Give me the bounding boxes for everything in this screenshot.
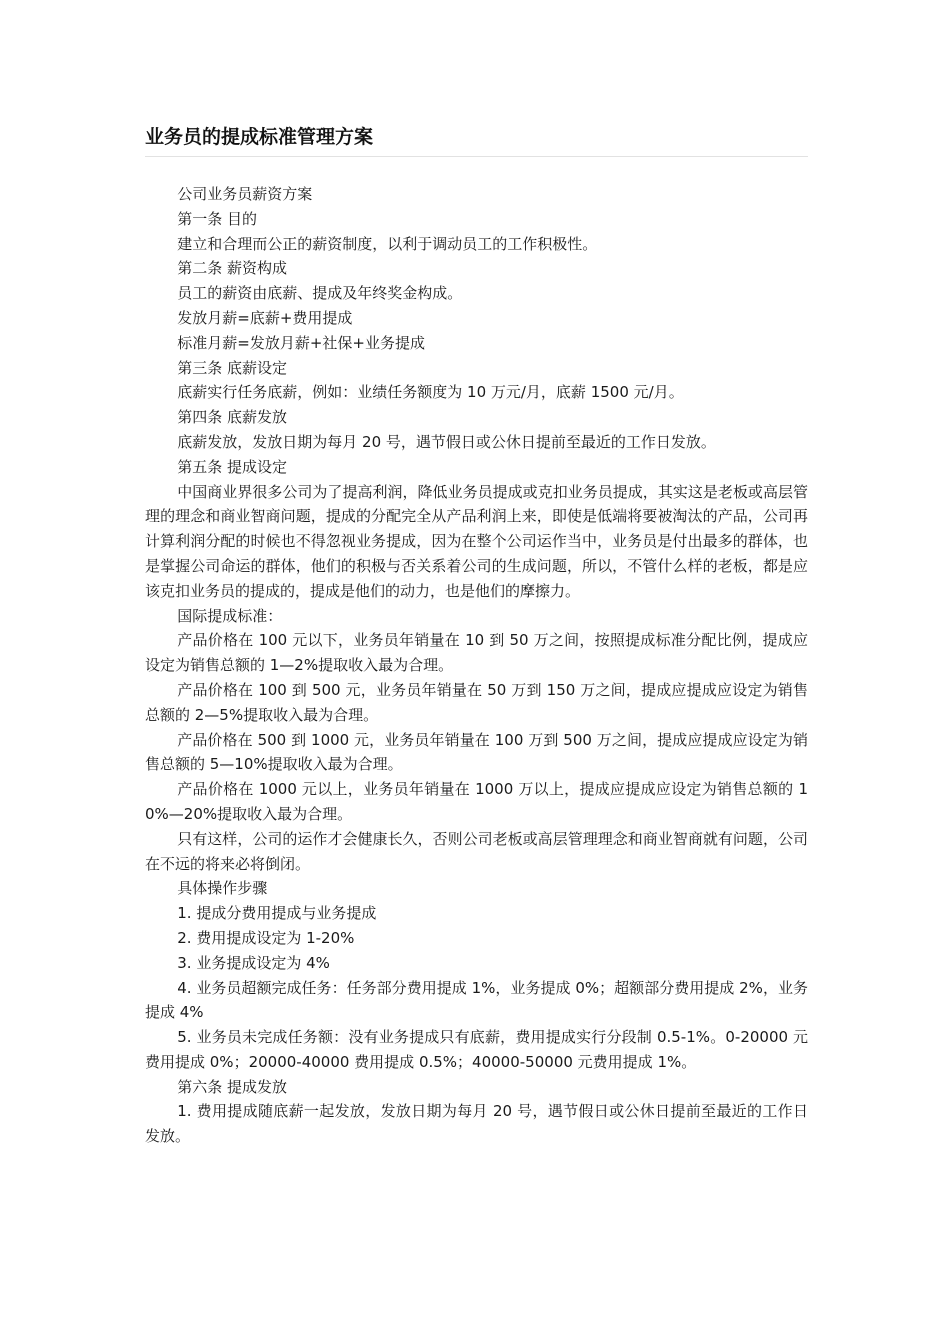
list-item-step-2: 2. 费用提成设定为 1-20% [177, 928, 355, 947]
paragraph-tier-3: 产品价格在 500 到 1000 元，业务员年销量在 100 万到 500 万之间，提成应提成应设定为销售总额的 5—10%提取收入最为合理。 [145, 730, 808, 774]
list-item-step-5: 5. 业务员未完成任务额：没有业务提成只有底薪，费用提成实行分段制 0.5-1%。0-20000 元费用提成 0%；20000-40000 费用提成 0.5%；40000-50000 元费用提成 1%。 [145, 1028, 808, 1071]
document-body [145, 182, 808, 1149]
paragraph-international-standard: 国际提成标准： [177, 606, 283, 625]
paragraph-base-salary-payment: 底薪发放，发放日期为每月 20 号，遇节假日或公休日提前至最近的工作日发放。 [177, 432, 716, 451]
paragraph-tier-2: 产品价格在 100 到 500 元，业务员年销量在 50 万到 150 万之间，提成应提成应设定为销售总额的 2—5%提取收入最为合理。 [145, 680, 808, 724]
paragraph-purpose: 建立和合理而公正的薪资制度，以利于调动员工的工作积极性。 [177, 234, 598, 253]
paragraph-base-salary-setting: 底薪实行任务底薪，例如：业绩任务额度为 10 万元/月，底薪 1500 元/月。 [177, 383, 684, 402]
list-item-payment-1: 1. 费用提成随底薪一起发放，发放日期为每月 20 号，遇节假日或公休日提前至最近的工作日发放。 [145, 1102, 808, 1146]
section-heading-1: 第一条 目的 [177, 209, 258, 228]
paragraph-monthly-pay-formula: 发放月薪=底薪+费用提成 [177, 308, 353, 327]
paragraph-tier-1: 产品价格在 100 元以下，业务员年销量在 10 到 50 万之间，按照提成标准分配比例，提成应设定为销售总额的 1—2%提取收入最为合理。 [145, 631, 808, 675]
section-heading-5: 第五条 提成设定 [177, 457, 288, 476]
paragraph-tier-4: 产品价格在 1000 元以上，业务员年销量在 1000 万以上，提成应提成应设定为销售总额的 10%—20%提取收入最为合理。 [145, 780, 808, 823]
section-heading-2: 第二条 薪资构成 [177, 259, 288, 278]
paragraph-commission-rationale: 中国商业界很多公司为了提高利润，降低业务员提成或克扣业务员提成，其实这是老板或高层管理的理念和商业智商问题，提成的分配完全从产品利润上来，即使是低端将要被淘汰的产品，公司再计算利润分配的时候也不得忽视业务提成，因为在整个公司运作当中，业务员是付出最多的群体，也是掌握公司命运的群体，他们的积极与否关系着公司的生成问题，所以，不管什么样的老板，都是应该克扣业务员的提成的，提成是他们的动力，也是他们的摩擦力。 [145, 482, 808, 600]
paragraph-plan-heading: 公司业务员薪资方案 [177, 185, 313, 203]
section-heading-3: 第三条 底薪设定 [177, 358, 288, 377]
list-item-step-4: 4. 业务员超额完成任务：任务部分费用提成 1%，业务提成 0%；超额部分费用提成 2%，业务提成 4% [145, 978, 808, 1022]
document-title: 业务员的提成标准管理方案 [145, 126, 374, 148]
paragraph-conclusion: 只有这样，公司的运作才会健康长久，否则公司老板或高层管理理念和商业智商就有问题，公司在不远的将来必将倒闭。 [145, 829, 808, 873]
list-item-step-3: 3. 业务提成设定为 4% [177, 953, 330, 972]
title-divider [145, 156, 808, 157]
paragraph-standard-pay-formula: 标准月薪=发放月薪+社保+业务提成 [177, 333, 425, 352]
paragraph-steps-heading: 具体操作步骤 [177, 879, 268, 898]
section-heading-6: 第六条 提成发放 [177, 1077, 288, 1096]
list-item-step-1: 1. 提成分费用提成与业务提成 [177, 904, 377, 923]
section-heading-4: 第四条 底薪发放 [177, 408, 288, 427]
paragraph-salary-composition: 员工的薪资由底薪、提成及年终奖金构成。 [177, 284, 463, 303]
